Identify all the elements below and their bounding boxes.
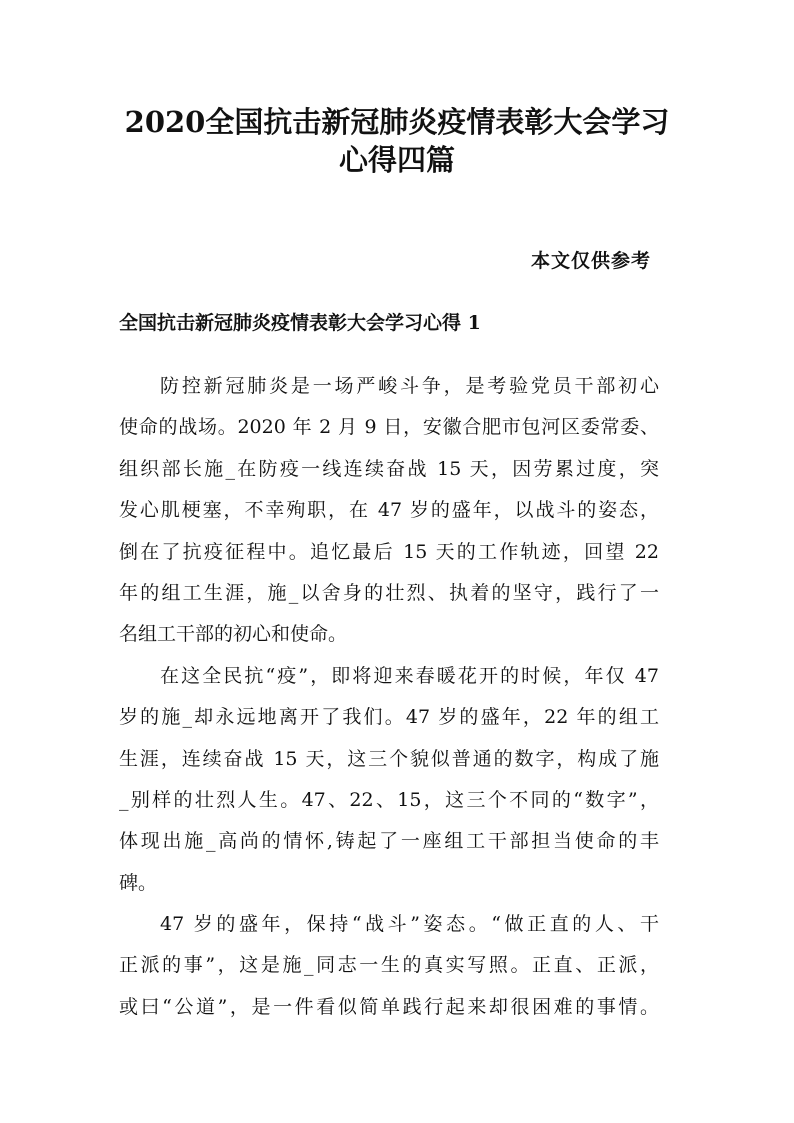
text-line: 组织部长施_在防疫一线连续奋战 15 天，因劳累过度，突 [119, 457, 659, 480]
text-line: 正派的事”，这是施_同志一生的真实写照。正直、正派， [119, 954, 659, 977]
text-line: 碑。 [119, 871, 158, 894]
text-line: 防控新冠肺炎是一场严峻斗争，是考验党员干部初心 [160, 375, 659, 397]
text-line: 年的组工生涯，施_以舍身的壮烈、执着的坚守，践行了一 [119, 581, 659, 604]
document-title-line-2: 心得四篇 [338, 143, 455, 177]
text-line: 名组工干部的初心和使命。 [119, 623, 348, 646]
text-line: 使命的战场。2020 年 2 月 9 日，安徽合肥市包河区委常委、 [119, 416, 659, 439]
body-text [119, 366, 659, 1028]
text-line: _别样的壮烈人生。47、22、15，这三个不同的“数字”， [119, 788, 659, 811]
section-heading: 全国抗击新冠肺炎疫情表彰大会学习心得 1 [119, 312, 481, 334]
text-line: 在这全民抗“疫”，即将迎来春暖花开的时候，年仅 47 [160, 664, 659, 687]
text-line: 倒在了抗疫征程中。追忆最后 15 天的工作轨迹，回望 22 [119, 540, 659, 563]
text-line: 生涯，连续奋战 15 天，这三个貌似普通的数字，构成了施 [119, 747, 659, 770]
text-line: 岁的施_却永远地离开了我们。47 岁的盛年，22 年的组工 [119, 706, 659, 729]
text-line: 体现出施_高尚的情怀,铸起了一座组工干部担当使命的丰 [119, 830, 659, 853]
reference-note: 本文仅供参考 [530, 250, 651, 272]
document-title-line-1: 2020全国抗击新冠肺炎疫情表彰大会学习 [124, 105, 670, 139]
text-line: 47 岁的盛年，保持“战斗”姿态。“做正直的人、干 [160, 913, 659, 936]
text-line: 发心肌梗塞，不幸殉职，在 47 岁的盛年，以战斗的姿态， [119, 499, 659, 522]
text-line: 或曰“公道”，是一件看似简单践行起来却很困难的事情。 [119, 995, 659, 1018]
